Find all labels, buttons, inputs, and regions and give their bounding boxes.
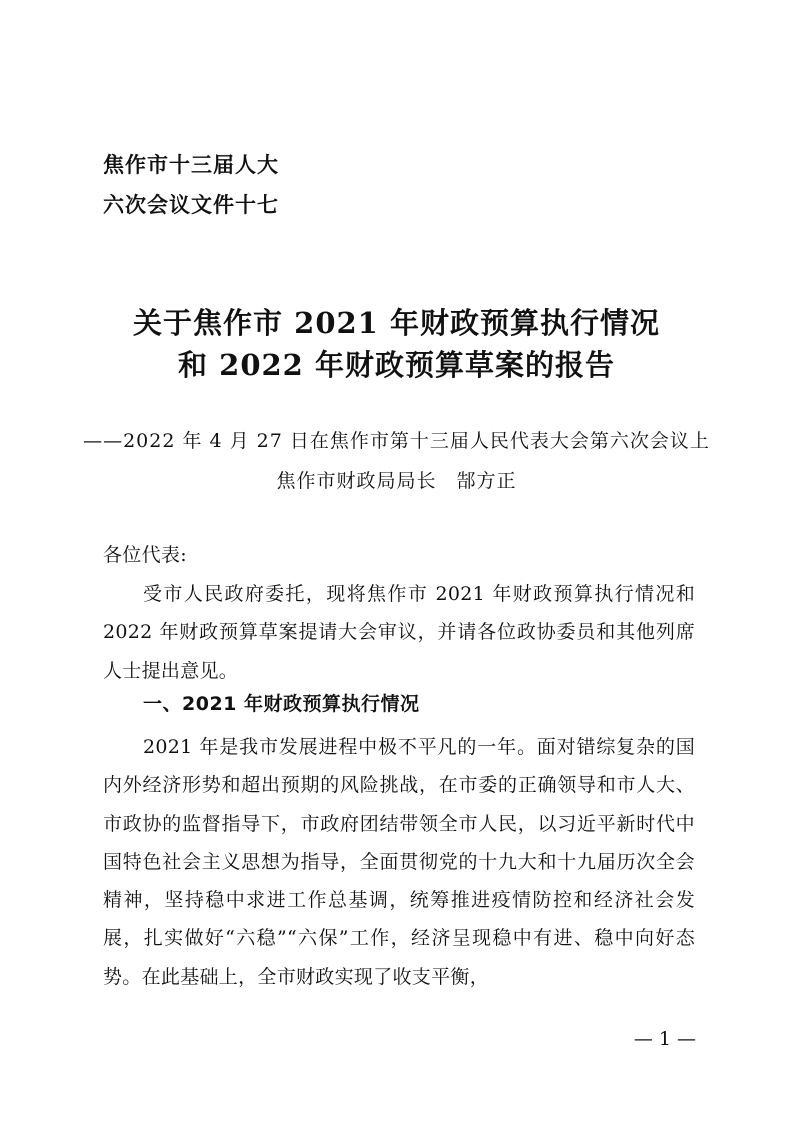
report-title-line-2: 和 2022 年财政预算草案的报告: [178, 348, 615, 382]
page-number: — 1 —: [633, 1028, 696, 1050]
body-paragraph: 2021 年是我市发展进程中极不平凡的一年。面对错综复杂的国内外经济形势和超出预期的风险挑战，在市委的正确领导和市人大、市政协的监督指导下，市政府团结带领全市人民，以习近平新时代中国特色社会主义思想为指导，全面贯彻党的十九大和十九届历次全会精神，坚持稳中求进工作总基调，统筹推进疫情防控和经济社会发展，扎实做好“六稳”“六保”工作，经济呈现稳中有进、稳中向好态势。在此基础上，全市财政实现了收支平衡，: [103, 736, 695, 988]
report-author: 焦作市财政局局长 郜方正: [276, 470, 517, 492]
body-paragraph: 受市人民政府委托，现将焦作市 2021 年财政预算执行情况和 2022 年财政预算草案提请大会审议，并请各位政协委员和其他列席人士提出意见。: [103, 583, 695, 682]
report-title-line-1: 关于焦作市 2021 年财政预算执行情况: [133, 306, 660, 340]
document-number-label: 六次会议文件十七: [103, 193, 279, 217]
salutation: 各位代表:: [103, 544, 187, 566]
document-session-label: 焦作市十三届人大: [103, 153, 279, 177]
section-heading: 一、2021 年财政预算执行情况: [143, 693, 420, 715]
report-occasion: ——2022 年 4 月 27 日在焦作市第十三届人民代表大会第六次会议上: [83, 430, 710, 452]
